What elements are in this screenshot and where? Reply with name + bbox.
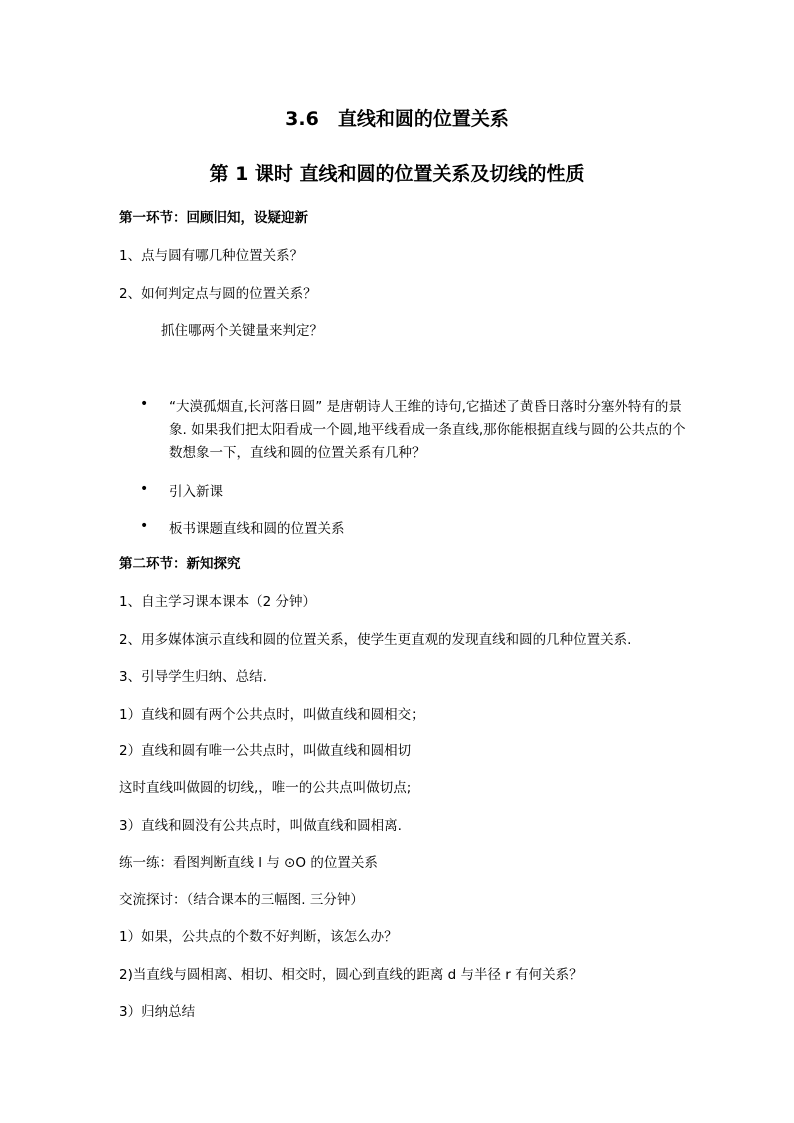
section1-item-1: 1、点与圆有哪几种位置关系？: [119, 248, 304, 264]
section2-line: 2)当直线与圆相离、相切、相交时，圆心到直线的距离 d 与半径 r 有何关系？: [119, 967, 583, 983]
document-title: 3.6 直线和圆的位置关系: [285, 108, 509, 130]
section2-line: 2）直线和圆有唯一公共点时，叫做直线和圆相切: [119, 743, 412, 759]
section1-item-3: 抓住哪两个关键量来判定？: [161, 323, 323, 339]
section2-line: 3）直线和圆没有公共点时，叫做直线和圆相离.: [119, 818, 402, 834]
section2-line: 3）归纳总结: [119, 1004, 196, 1020]
section2-line: 这时直线叫做圆的切线,，唯一的公共点叫做切点;: [119, 780, 412, 796]
bullet-text: 引入新课: [169, 484, 223, 500]
lesson-subtitle: 第 1 课时 直线和圆的位置关系及切线的性质: [209, 163, 585, 185]
bullet-dot-icon: •: [140, 481, 149, 497]
bullet-text: 板书课题直线和圆的位置关系: [169, 521, 345, 537]
bullet-dot-icon: •: [140, 396, 149, 412]
section1-heading: 第一环节：回顾旧知，设疑迎新: [119, 210, 308, 226]
section2-line: 交流探讨：（结合课本的三幅图. 三分钟）: [119, 892, 364, 908]
bullet-text: “大漠孤烟直,长河落日圆” 是唐朝诗人王维的诗句,它描述了黄昏日落时分塞外特有的景象. 如果我们把太阳看成一个圆,地平线看成一条直线,那你能根据直线与圆的公共点的个数想象一下，直线和圆的位置关系有几种？: [169, 399, 686, 461]
section2-line: 3、引导学生归纳、总结.: [119, 669, 267, 685]
bullet-dot-icon: •: [140, 518, 149, 534]
section2-heading: 第二环节：新知探究: [119, 556, 241, 572]
section2-line: 1、自主学习课本课本（2 分钟）: [119, 594, 316, 610]
section2-line: 2、用多媒体演示直线和圆的位置关系，使学生更直观的发现直线和圆的几种位置关系.: [119, 632, 632, 648]
section1-item-2: 2、如何判定点与圆的位置关系？: [119, 286, 317, 302]
section2-line: 1）直线和圆有两个公共点时，叫做直线和圆相交；: [119, 707, 425, 723]
section2-line: 1）如果，公共点的个数不好判断，该怎么办？: [119, 929, 398, 945]
section2-line: 练一练：看图判断直线 l 与 ⊙O 的位置关系: [119, 855, 378, 871]
